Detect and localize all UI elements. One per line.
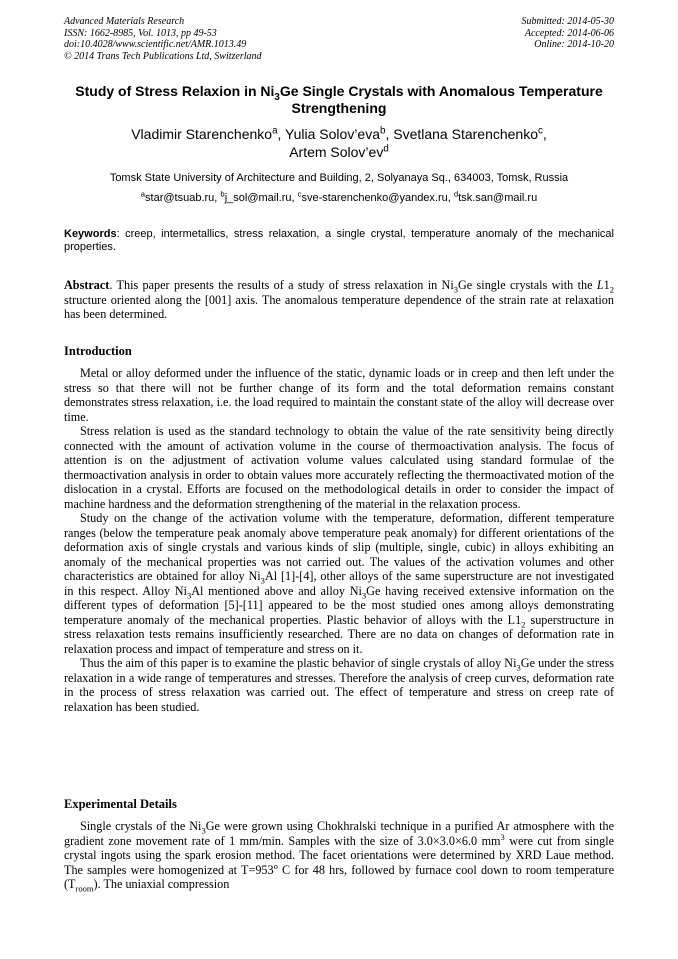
journal-doi[interactable]: doi:10.4028/www.scientific.net/AMR.1013.49: [64, 39, 247, 50]
paper-title: Study of Stress Relaxion in $Ni_3Ge$ Single Crystals with Anomalous Temperature Strengthening: [75, 83, 603, 116]
publication-dates: [522, 16, 615, 51]
journal-info: [64, 16, 262, 62]
email-link[interactable]: star@tsuab.ru: [145, 192, 215, 204]
abstract: Abstract. This paper presents the results of a study of stress relaxation in $Ni_3Ge$ single crystals with the $L1_2$ structure oriented along the [001] axis. The anomalous temperature dependence of the strain rate at relaxation has been determined.: [64, 278, 615, 321]
email-link[interactable]: j_sol@mail.ru: [224, 192, 292, 204]
paragraph: Thus the aim of this paper is to examine the plastic behavior of single crystals of alloy $Ni_3Ge$ under the stress relaxation in a wide range of temperatures and stresses. Therefore the analysis of creep curves, deformation rate in the process of stress relaxation was carried out. The effect of temperature and stress on creep rate of relaxation has been studied.: [64, 656, 614, 714]
journal-name: Advanced Materials Research: [64, 16, 185, 27]
paragraph: Study on the change of the activation volume with the temperature, deformation, different temperature ranges (below the temperature peak anomaly above temperature peak anomaly) for different orientations of the deformation axis of single crystals and various kinds of slip (multiple, single, cubic) in alloys exhibiting an anomaly of the mechanical properties was not carried out. The values of the activation volumes and other characteristics are obtained for alloy $Ni_3Al$ [1]-[4], other alloys of the same superstructure are not investigated in this respect. Alloy $Ni_3Al$ mentioned above and alloy $Ni_3Ge$ having received extensive information on the different types of deformation [5]-[11] appeared to be the most studied ones among alloys demonstrating temperature anomaly of the mechanical properties. Plastic behavior of alloys with the $L1_2$ superstructure in stress relaxation tests remains insufficiently researched. There are no data on changes of deformation rate in relaxation process and impact of temperature and stress on it.: [64, 511, 615, 656]
journal-copyright: © 2014 Trans Tech Publications Ltd, Switzerland: [64, 50, 262, 62]
author-name: Svetlana Starenchenko: [393, 126, 538, 142]
paragraph: Stress relation is used as the standard technology to obtain the value of the rate sensitivity being directly connected with the amount of activation volume in the course of thermoactivation analysis. The focus of attention is on the adjustment of activation volume values calculated using standard formulae of the thermoactivation analysis in order to obtain values more accurately reflecting the thermoactivated motion of the dislocation in a crystal. Efforts are focused on the methodological details in order to consider the impact of machine hardness and the deformation strengthening of the material in the relaxation process.: [64, 424, 614, 511]
journal-issn: ISSN: 1662-8985, Vol. 1013, pp 49-53: [64, 27, 217, 39]
author-list: Vladimir Starenchenko$^a$, Yulia Solov’eva$^b$, Svetlana Starenchenko$^c$, Artem $Solov’ev^d$: [131, 125, 547, 160]
affiliation: Tomsk State University of Architecture and Building, 2, Solyanaya Sq., 634003, Tomsk, Russia: [109, 172, 569, 184]
experimental-heading: Experimental Details: [64, 797, 177, 811]
keywords: Keywords: creep, intermetallics, stress relaxation, a single crystal, temperature anomaly of the mechanical properties.: [64, 228, 614, 253]
introduction-heading: Introduction: [64, 344, 132, 358]
email-list: $^a$star@tsuab.ru, $^b$j_sol@mail.ru, $^c$sve-starenchenko@yandex.ru, $^d$tsk.san@mail.ru: [140, 189, 538, 204]
email-link[interactable]: tsk.san@mail.ru: [458, 192, 538, 204]
online-date: Online: 2014-10-20: [534, 39, 614, 50]
author-name: Vladimir Starenchenko: [131, 126, 273, 142]
introduction-body: [64, 366, 614, 714]
email-link[interactable]: sve-starenchenko@yandex.ru: [301, 192, 448, 204]
abstract-label: Abstract: [64, 278, 110, 292]
accepted-date: Accepted: 2014-06-06: [524, 27, 614, 39]
experimental-body: [64, 819, 614, 892]
paragraph: Metal or alloy deformed under the influence of the static, dynamic loads or in creep and then left under the stress so that there will not be further change of its form and the total deformation remains constant demonstrates stress relaxation, i.e. the load required to maintain the constant state of the alloy will decrease over time.: [64, 366, 614, 424]
paragraph: Single crystals of the $Ni_3Ge$ were grown using Chokhralski technique in a purified Ar atmosphere with the gradient zone movement rate of 1 mm/min. Samples with the size of 3.0×3.0×6.0 $mm^3$ were cut from single crystal ingots using the spark erosion method. The facet orientations were determined by XRD Laue method. The samples were homogenized at $T=953^o$ C for 48 hrs, followed by furnace cool down to room temperature $(T_{room})$. The uniaxial compression: [64, 819, 614, 894]
author-name: Artem Solov’ev: [289, 144, 384, 160]
author-name: Yulia Solov’eva: [285, 126, 380, 142]
keywords-label: Keywords: [64, 228, 117, 240]
submitted-date: Submitted: 2014-05-30: [521, 16, 614, 27]
